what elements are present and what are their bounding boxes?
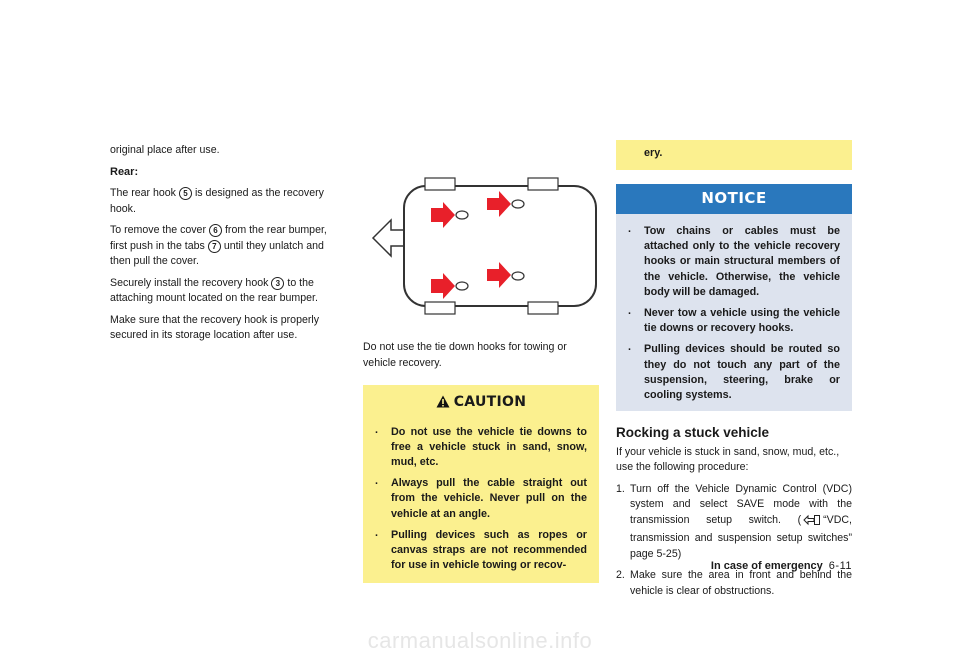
callout-3: 3	[271, 277, 284, 290]
wheel	[425, 178, 455, 190]
intro-text: original place after use.	[110, 144, 220, 156]
notice-box	[616, 184, 852, 412]
tie-down-point	[512, 272, 524, 280]
wheel	[425, 302, 455, 314]
step-number: 2.	[616, 569, 625, 582]
callout-6: 6	[209, 224, 222, 237]
caution-item: . Do not use the vehicle tie downs to free a vehicle stuck in sand, snow, mud, etc.	[375, 425, 587, 471]
wheel	[528, 302, 558, 314]
rear-hook-paragraph: The rear hook 5 is designed as the recovery hook.	[110, 187, 324, 215]
caution-box	[363, 385, 599, 583]
wheel	[528, 178, 558, 190]
page-number: 6-11	[828, 560, 852, 572]
section-intro: If your vehicle is stuck in sand, snow, mud, etc., use the following procedure:	[616, 445, 840, 474]
footer-section-title: In case of emergency	[710, 560, 823, 572]
tie-down-warning-text: Do not use the tie down hooks for towing or vehicle recovery.	[363, 341, 567, 369]
tie-down-point	[512, 200, 524, 208]
middle-column	[363, 158, 599, 583]
watermark: carmanualsonline.info	[367, 628, 593, 653]
notice-item: . Never tow a vehicle using the vehicle tie downs or recovery hooks.	[628, 306, 840, 336]
warning-triangle-icon	[436, 395, 450, 413]
install-hook-paragraph: Securely install the recovery hook 3 to the attaching mount located on the rear bumper.	[110, 276, 318, 304]
step-item: 2. Make sure the area in front and behind the vehicle is clear of obstructions.	[616, 569, 852, 597]
right-column	[616, 140, 852, 605]
secure-hook-paragraph: Make sure that the recovery hook is properly secured in its storage location after use.	[110, 313, 320, 341]
caution-continuation: ery.	[616, 140, 852, 170]
rear-heading: Rear:	[110, 165, 139, 178]
caution-list	[375, 425, 587, 574]
page-reference-icon	[803, 514, 821, 532]
step-item: 1. Turn off the Vehicle Dynamic Control (VDC) system and select SAVE mode with the transmission setup switch. ( “VDC, transmission and suspension setup switches” page 5-25)	[616, 482, 852, 560]
notice-header: NOTICE	[616, 184, 852, 215]
page-footer	[711, 560, 852, 572]
remove-cover-paragraph: To remove the cover 6 from the rear bumper, first push in the tabs 7 until they unlatch and then pull the cover.	[110, 224, 327, 267]
callout-5: 5	[179, 187, 192, 200]
section-heading: Rocking a stuck vehicle	[616, 425, 770, 441]
caution-item: . Always pull the cable straight out from the vehicle. Never pull on the vehicle at an angle.	[375, 476, 587, 522]
notice-item: . Tow chains or cables must be attached only to the vehicle recovery hooks or main structural members of the vehicle. Otherwise, the vehicle body will be damaged.	[628, 224, 840, 300]
tie-down-point	[456, 282, 468, 290]
procedure-steps	[616, 482, 852, 600]
tie-down-point	[456, 211, 468, 219]
tie-down-hooks-diagram	[363, 158, 599, 328]
notice-list	[628, 224, 840, 403]
left-column	[110, 143, 346, 350]
notice-item: . Pulling devices should be routed so they do not touch any part of the suspension, steering, brake or cooling systems.	[628, 342, 840, 403]
callout-7: 7	[208, 240, 221, 253]
step-number: 1.	[616, 482, 625, 495]
caution-item: . Pulling devices such as ropes or canvas straps are not recommended for use in vehicle towing or recov-	[375, 528, 587, 574]
caution-header: CAUTION	[375, 395, 587, 413]
